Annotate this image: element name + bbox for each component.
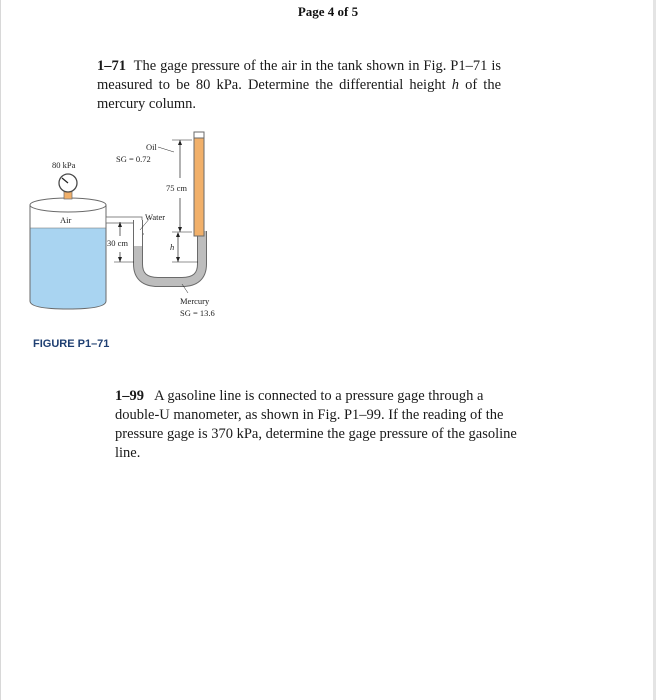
pressure-gauge-icon [59,174,77,199]
oil-label: Oil [146,142,157,152]
manometer-figure [22,128,232,328]
page-edge-left [0,0,1,700]
problem-number: 1–99 [115,388,144,404]
water-label: Water [145,212,166,222]
h-label: h [170,242,175,252]
problem-1-71 [97,57,501,114]
height-75-label: 75 cm [166,183,188,193]
oil-sg-label: SG = 0.72 [116,154,151,164]
problem-1-99 [115,387,519,463]
problem-statement: A gasoline line is connected to a pressure gage through a double-U manometer, as shown in Fig. P1–99. If the reading of the pressure gage is 370 kPa, determine the gage pressure of the gasoline line. [115,388,517,461]
problem-statement-end: of the mercury column. [97,77,502,112]
mercury-label: Mercury [180,296,210,306]
variable-h: h [451,77,459,93]
mercury-sg-label: SG = 13.6 [180,308,215,318]
page-indicator: Page 4 of 5 [297,4,359,19]
figure-caption: FIGURE P1–71 [33,338,110,350]
problem-number: 1–71 [97,58,126,74]
gauge-label: 80 kPa [52,160,76,170]
tank-label: Air [60,215,72,225]
problem-statement: The gage pressure of the air in the tank shown in Fig. P1–71 is measured to be 80 kPa. Determine the differential height [97,58,501,93]
height-30-label: 30 cm [107,238,129,248]
